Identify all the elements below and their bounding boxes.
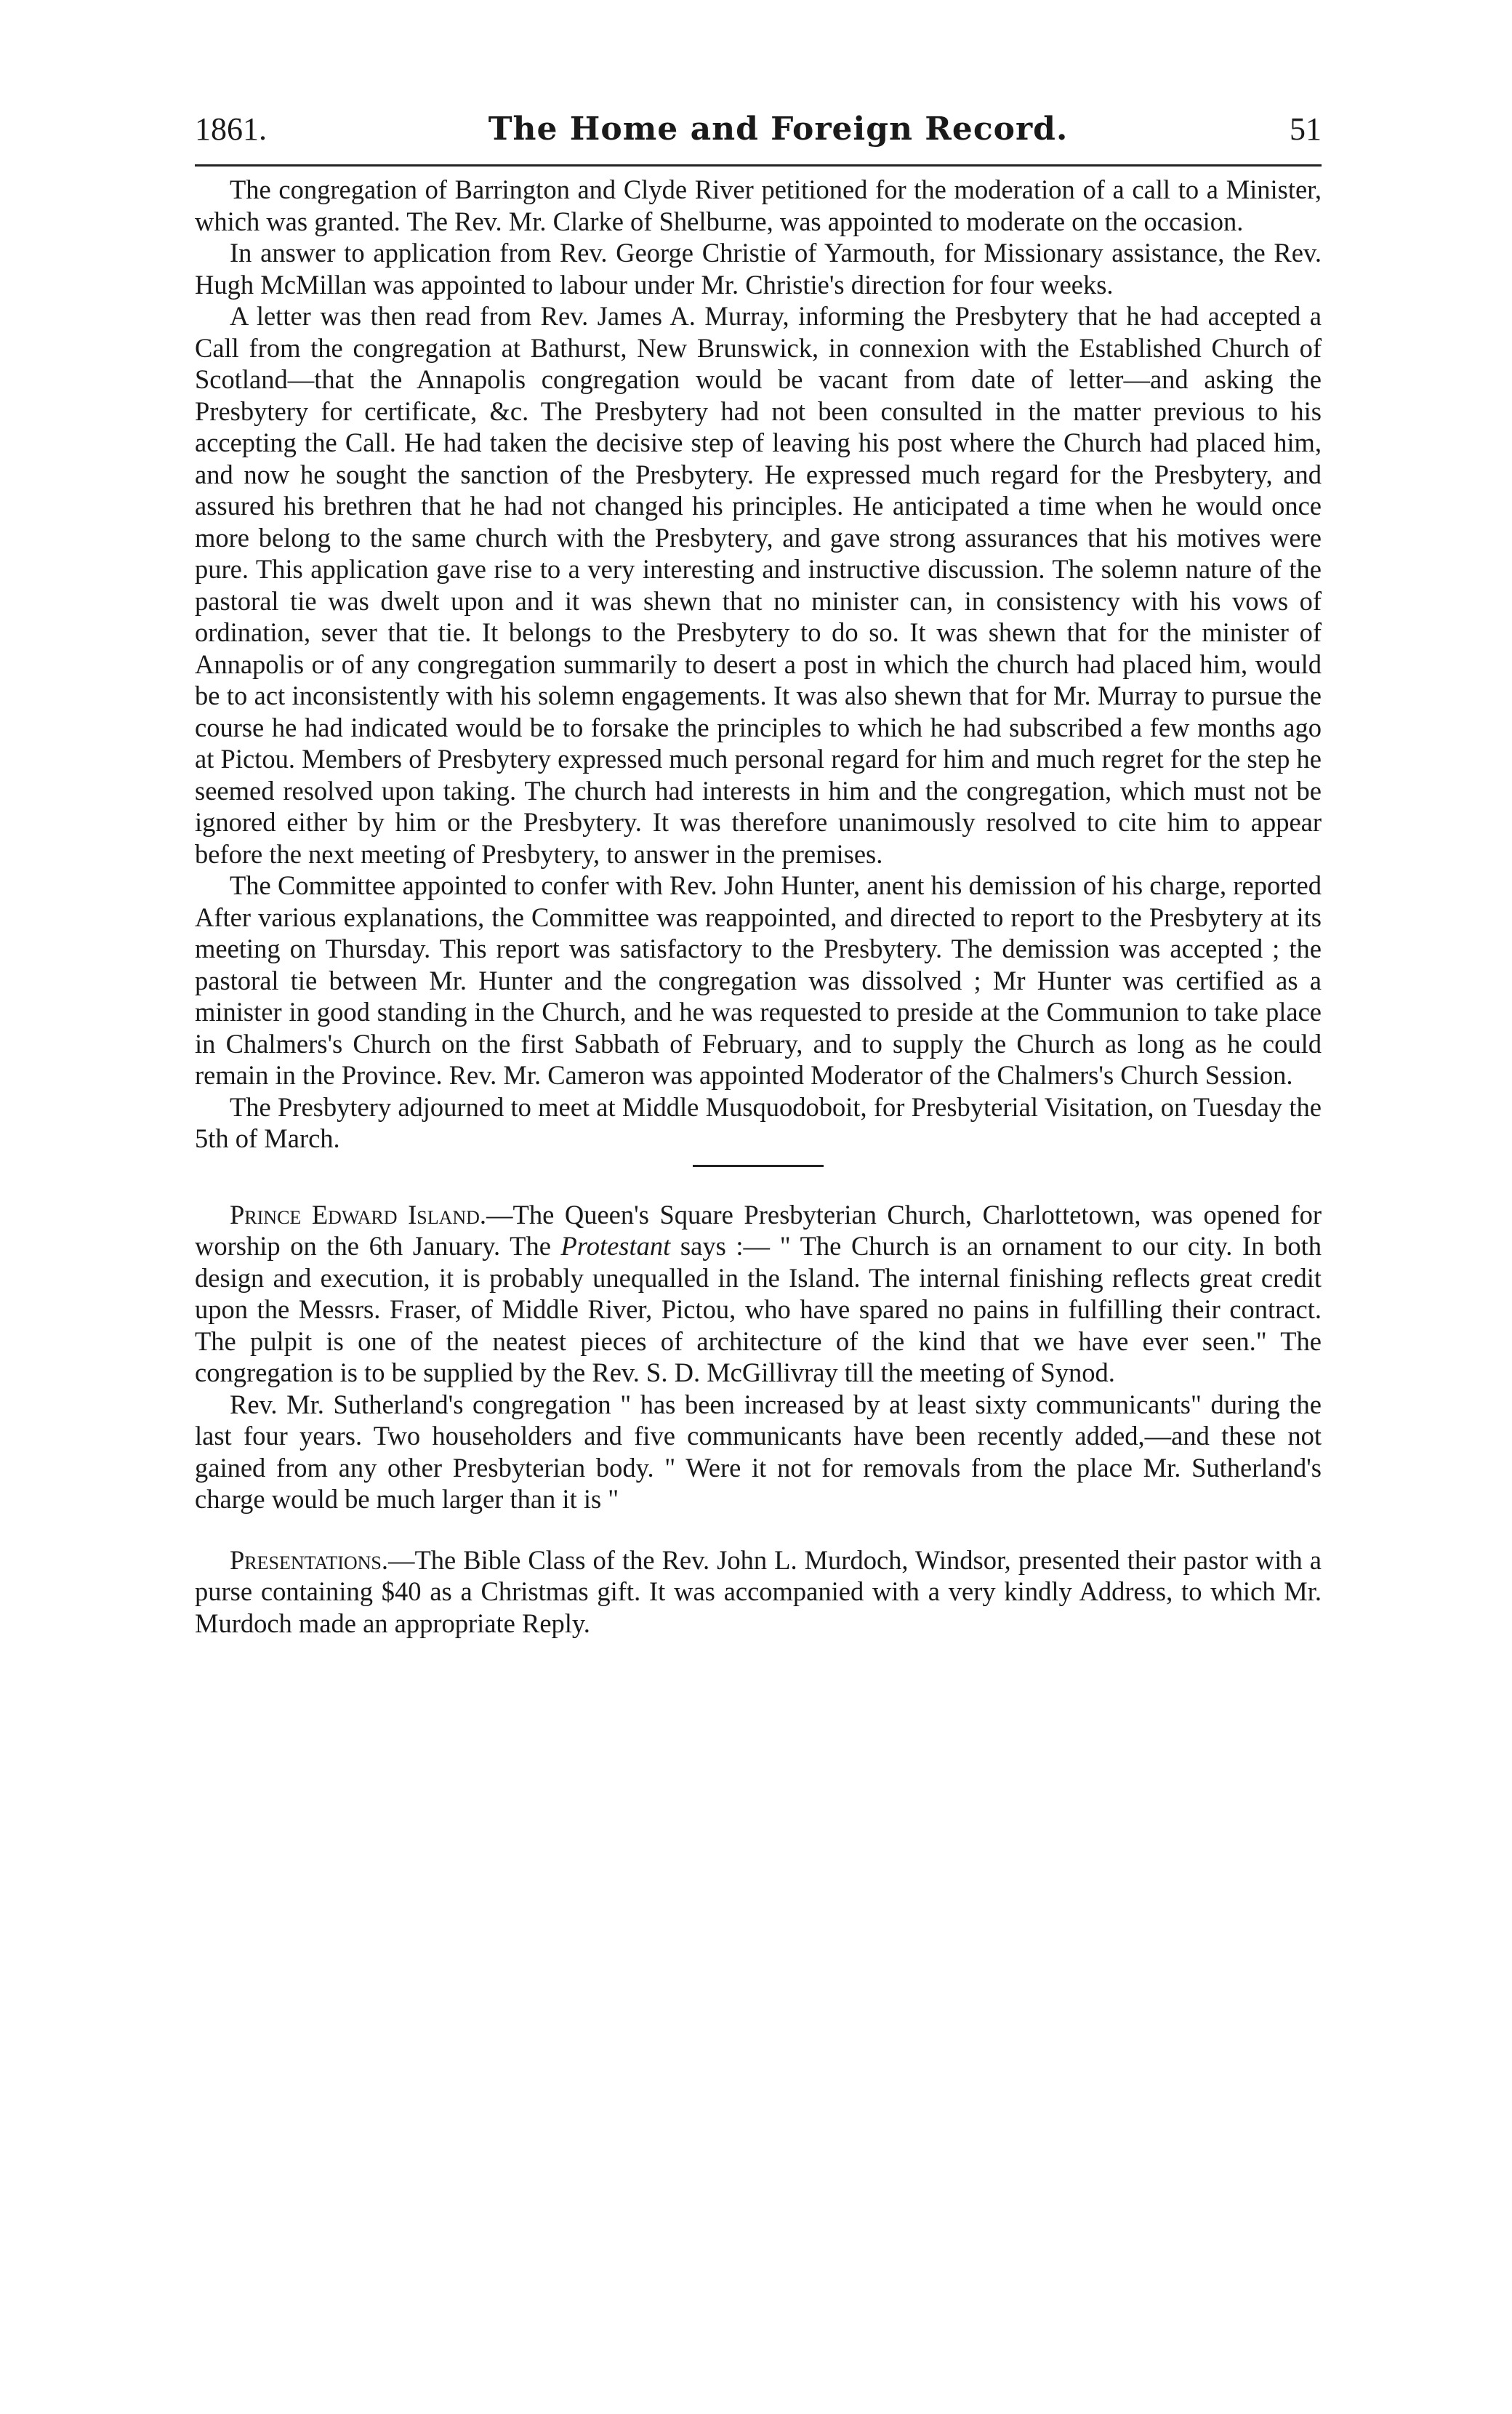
section-heading-presentations: Presentations. (230, 1544, 389, 1575)
paragraph-murray-letter: A letter was then read from Rev. James A. Murray, informing the Presbytery that he had accepted a Call from the congregation at Bathurst, New Brunswick, in connexion with the Established Church of Scotland—that the Annapolis congregation would be vacant from date of letter—and asking the Presbytery for certificate, &c. The Presbytery had not been consulted in the matter previous to his accepting the Call. He had taken the decisive step of leaving his post where the Church had placed him, and now he sought the sanction of the Presbytery. He expressed much regard for the Presbytery, and assured his brethren that he had not changed his principles. He anticipated a time when he would once more belong to the same church with the Presbytery, and gave strong assurances that his motives were pure. This application gave rise to a very interesting and instructive discussion. The solemn nature of the pastoral tie was dwelt upon and it was shewn that no minister can, in consistency with his vows of ordination, sever that tie. It belongs to the Presbytery to do so. It was shewn that for the minister of Annapolis or of any congregation summarily to desert a post in which the church had placed him, would be to act inconsistently with his solemn engagements. It was also shewn that for Mr. Murray to pursue the course he had indicated would be to forsake the principles to which he had subscribed a few months ago at Pictou. Members of Presbytery expressed much personal regard for him and much regret for the step he seemed resolved upon taking. The church had interests in him and the congregation, which must not be ignored either by him or the Presbytery. It was therefore unanimously resolved to cite him to appear before the next meeting of Presbytery, to answer in the premises. (195, 301, 1322, 869)
paragraph-christie-assistance: In answer to application from Rev. George Christie of Yarmouth, for Missionary assistance, the Rev. Hugh McMillan was appointed to labour under Mr. Christie's direction for four weeks. (195, 238, 1322, 300)
paragraph-sutherland-congregation: Rev. Mr. Sutherland's congregation " has been increased by at least sixty communicants" during the last four years. Two householders and five communicants have been recently added,—and these not gained from any other Presbyterian body. " Were it not for removals from the place Mr. Sutherland's charge would be much larger than it is " (195, 1389, 1322, 1514)
page-number: 51 (1290, 111, 1322, 147)
article-body (195, 174, 1322, 1639)
pei-text-part-1: —The Queen's Square Presbyterian Church, Charlottetown, was opened for worship on the 6th January. The (195, 1199, 1322, 1261)
pei-newspaper-name: Protestant (560, 1231, 671, 1261)
header-year: 1861. (195, 111, 267, 147)
paragraph-prince-edward-island (195, 1199, 1322, 1389)
running-header (195, 108, 1322, 154)
section-divider (693, 1165, 824, 1167)
document-page (195, 108, 1322, 1639)
presentations-text: —The Bible Class of the Rev. John L. Murdoch, Windsor, presented their pastor with a purse containing $40 as a Christmas gift. It was accompanied with a very kindly Address, to which Mr. Murdoch made an appropriate Reply. (195, 1544, 1322, 1638)
paragraph-barrington-call: The congregation of Barrington and Clyde River petitioned for the moderation of a call to a Minister, which was granted. The Rev. Mr. Clarke of Shelburne, was appointed to moderate on the occasion. (195, 175, 1322, 236)
header-rule (195, 164, 1322, 167)
section-gap (195, 1515, 1322, 1544)
paragraph-adjournment: The Presbytery adjourned to meet at Middle Musquodoboit, for Presbyterial Visitation, on Tuesday the 5th of March. (195, 1091, 1322, 1153)
section-heading-pei: Prince Edward Island. (230, 1199, 487, 1230)
journal-title: The Home and Foreign Record. (488, 111, 1069, 148)
paragraph-presentations (195, 1544, 1322, 1640)
pei-text-part-2: says :— " The Church is an ornament to our city. In both design and execution, it is probably unequalled in the Island. The internal finishing reflects great credit upon the Messrs. Fraser, of Middle River, Pictou, who have spared no pains in fulfilling their contract. The pulpit is one of the neatest pieces of architecture of the kind that we have ever seen." The congregation is to be supplied by the Rev. S. D. McGillivray till the meeting of Synod. (195, 1231, 1322, 1387)
paragraph-hunter-demission: The Committee appointed to confer with Rev. John Hunter, anent his demission of his charge, reported After various explanations, the Committee was reappointed, and directed to report to the Presbytery at its meeting on Thursday. This report was satisfactory to the Presbytery. The demission was accepted ; the pastoral tie between Mr. Hunter and the congregation was dissolved ; Mr Hunter was certified as a minister in good standing in the Church, and he was requested to preside at the Communion to take place in Chalmers's Church on the first Sabbath of February, and to supply the Church as long as he could remain in the Province. Rev. Mr. Cameron was appointed Moderator of the Chalmers's Church Session. (195, 870, 1322, 1090)
